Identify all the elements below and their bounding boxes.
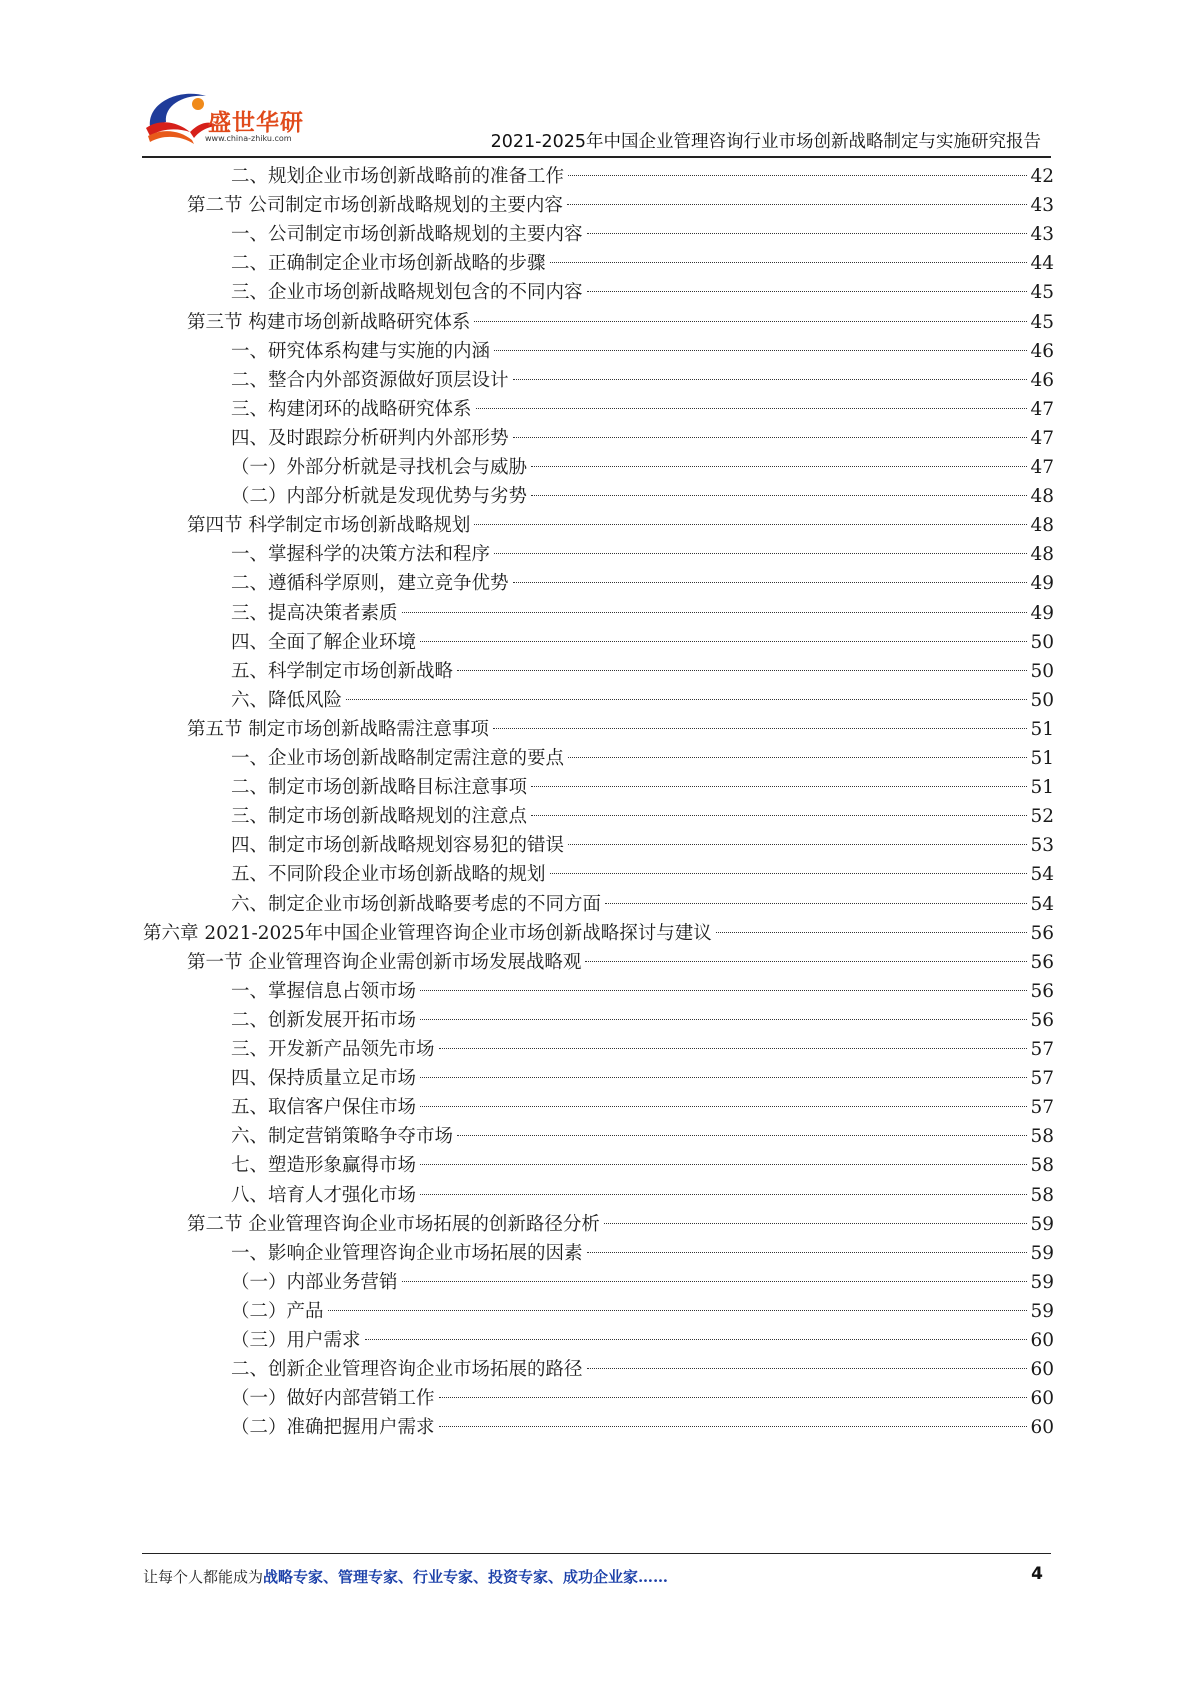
toc-entry[interactable]: [231, 1355, 1054, 1385]
toc-leader-dots: [531, 466, 1027, 467]
toc-leader-dots: [550, 873, 1028, 874]
toc-entry-title: （三）用户需求: [231, 1330, 361, 1351]
toc-entry-title: 第五节 制定市场创新战略需注意事项: [187, 718, 489, 740]
toc-entry-title: 一、掌握信息占领市场: [231, 980, 417, 1002]
toc-leader-dots: [420, 1106, 1027, 1107]
toc-entry-page: 48: [1030, 515, 1054, 537]
toc-entry[interactable]: [231, 1181, 1054, 1211]
toc-entry-title: （二）内部分析就是发现优势与劣势: [231, 486, 528, 508]
toc-entry[interactable]: [231, 1122, 1054, 1152]
toc-entry-title: 三、构建闭环的战略研究体系: [231, 398, 472, 420]
toc-entry[interactable]: [231, 1064, 1054, 1094]
toc-entry[interactable]: [231, 1268, 1054, 1298]
toc-leader-dots: [587, 1252, 1028, 1253]
toc-entry-title: 四、全面了解企业环境: [231, 631, 417, 653]
toc-entry-page: 49: [1030, 602, 1054, 624]
toc-leader-dots: [457, 1135, 1027, 1136]
toc-leader-dots: [531, 495, 1027, 496]
toc-entry-title: 二、制定市场创新战略目标注意事项: [231, 777, 528, 799]
toc-entry[interactable]: [231, 337, 1054, 367]
toc-entry-title: 第二节 公司制定市场创新战略规划的主要内容: [187, 195, 563, 217]
toc-entry[interactable]: [231, 657, 1054, 687]
toc-entry-title: 二、创新发展开拓市场: [231, 1009, 417, 1031]
toc-entry-title: 三、企业市场创新战略规划包含的不同内容: [231, 282, 583, 304]
toc-entry-page: 49: [1030, 573, 1054, 595]
toc-entry-page: 58: [1030, 1126, 1054, 1148]
footer-divider: [142, 1553, 1051, 1554]
toc-entry-title: （一）做好内部营销工作: [231, 1388, 435, 1410]
toc-entry-title: 一、公司制定市场创新战略规划的主要内容: [231, 224, 583, 246]
toc-entry-title: 一、影响企业管理咨询企业市场拓展的因素: [231, 1242, 583, 1264]
toc-entry-page: 56: [1030, 951, 1054, 973]
page-header: [0, 0, 1191, 160]
toc-entry-page: 44: [1030, 253, 1054, 275]
toc-entry-title: 六、制定营销策略争夺市场: [231, 1126, 454, 1148]
toc-leader-dots: [439, 1426, 1028, 1427]
toc-entry[interactable]: [231, 1151, 1054, 1181]
toc-leader-dots: [439, 1397, 1028, 1398]
toc-leader-dots: [476, 408, 1028, 409]
logo-url: www.china-zhiku.com: [205, 134, 292, 143]
toc-entry-title: 第三节 构建市场创新战略研究体系: [187, 311, 471, 333]
toc-entry-page: 57: [1030, 1039, 1054, 1060]
toc-entry-page: 54: [1030, 893, 1054, 915]
toc-leader-dots: [420, 1077, 1027, 1078]
toc-entry[interactable]: [231, 977, 1054, 1007]
toc-entry[interactable]: [231, 278, 1054, 308]
toc-entry[interactable]: [231, 395, 1054, 425]
toc-entry-page: 50: [1030, 660, 1054, 682]
toc-entry[interactable]: [231, 366, 1054, 396]
toc-entry[interactable]: [187, 715, 1054, 745]
toc-entry-page: 56: [1030, 1009, 1054, 1031]
toc-entry-page: 60: [1030, 1330, 1054, 1351]
toc-leader-dots: [550, 262, 1028, 263]
toc-entry-page: 45: [1030, 311, 1054, 333]
toc-leader-dots: [402, 612, 1028, 613]
toc-entry[interactable]: [231, 1413, 1054, 1443]
toc-leader-dots: [420, 1194, 1027, 1195]
toc-entry-title: 一、研究体系构建与实施的内涵: [231, 340, 491, 362]
toc-entry-title: 一、掌握科学的决策方法和程序: [231, 544, 491, 566]
slogan-highlight: 战略专家、管理专家、行业专家、投资专家、成功企业家……: [263, 1568, 669, 1586]
toc-entry-page: 46: [1030, 369, 1054, 391]
toc-entry-page: 59: [1030, 1271, 1054, 1293]
slogan-prefix: 让每个人都能成为: [143, 1568, 264, 1586]
toc-entry[interactable]: [231, 1297, 1054, 1327]
toc-entry-page: 56: [1030, 922, 1054, 944]
toc-entry[interactable]: [231, 249, 1054, 279]
header-divider: [142, 156, 1051, 158]
toc-leader-dots: [604, 1223, 1028, 1224]
toc-entry[interactable]: [143, 919, 1054, 949]
toc-leader-dots: [513, 582, 1028, 583]
toc-entry-title: 第二节 企业管理咨询企业市场拓展的创新路径分析: [187, 1213, 600, 1235]
toc-entry[interactable]: [231, 569, 1054, 599]
toc-entry-title: 八、培育人才强化市场: [231, 1184, 417, 1206]
toc-leader-dots: [513, 379, 1028, 380]
toc-entry-title: 二、正确制定企业市场创新战略的步骤: [231, 253, 546, 275]
toc-entry-page: 60: [1030, 1388, 1054, 1410]
toc-entry-page: 50: [1030, 631, 1054, 653]
toc-entry-page: 47: [1030, 398, 1054, 420]
toc-entry-page: 59: [1030, 1242, 1054, 1264]
toc-entry-page: 51: [1030, 748, 1054, 769]
toc-entry[interactable]: [231, 1384, 1054, 1414]
toc-leader-dots: [568, 844, 1027, 845]
toc-leader-dots: [587, 291, 1028, 292]
toc-leader-dots: [585, 961, 1027, 962]
toc-entry-title: 三、开发新产品领先市场: [231, 1039, 435, 1060]
toc-entry-title: 五、不同阶段企业市场创新战略的规划: [231, 864, 546, 886]
toc-leader-dots: [420, 1019, 1027, 1020]
toc-entry-title: 四、及时跟踪分析研判内外部形势: [231, 427, 509, 449]
toc-leader-dots: [494, 350, 1027, 351]
toc-entry-title: 二、遵循科学原则，建立竞争优势: [231, 573, 509, 595]
toc-entry-title: 二、整合内外部资源做好顶层设计: [231, 369, 509, 391]
toc-entry-title: 第四节 科学制定市场创新战略规划: [187, 515, 471, 537]
toc-entry[interactable]: [231, 1239, 1054, 1269]
toc-entry-page: 57: [1030, 1068, 1054, 1090]
report-title: 2021-2025年中国企业管理咨询行业市场创新战略制定与实施研究报告: [490, 132, 1041, 152]
toc-entry[interactable]: [187, 308, 1054, 338]
toc-entry-page: 52: [1030, 806, 1054, 828]
toc-entry-page: 42: [1030, 166, 1054, 187]
toc-entry[interactable]: [187, 511, 1054, 541]
toc-entry-page: 46: [1030, 340, 1054, 362]
toc-entry[interactable]: [231, 744, 1054, 774]
toc-entry-page: 58: [1030, 1155, 1054, 1177]
toc-leader-dots: [568, 175, 1027, 176]
toc-entry-title: 四、制定市场创新战略规划容易犯的错误: [231, 835, 565, 857]
toc-leader-dots: [605, 903, 1027, 904]
toc-entry-page: 56: [1030, 980, 1054, 1002]
toc-leader-dots: [531, 786, 1027, 787]
toc-entry-title: 二、创新企业管理咨询企业市场拓展的路径: [231, 1359, 583, 1381]
toc-entry-title: 七、塑造形象赢得市场: [231, 1155, 417, 1177]
toc-leader-dots: [494, 553, 1027, 554]
toc-entry-title: 四、保持质量立足市场: [231, 1068, 417, 1090]
toc-entry-page: 43: [1030, 195, 1054, 217]
toc-entry[interactable]: [231, 831, 1054, 861]
page-number: 4: [1031, 1564, 1043, 1584]
toc-entry[interactable]: [231, 686, 1054, 716]
toc-leader-dots: [587, 1368, 1028, 1369]
toc-entry-title: 五、取信客户保住市场: [231, 1097, 417, 1119]
toc-entry-page: 59: [1030, 1300, 1054, 1322]
toc-entry[interactable]: [231, 860, 1054, 890]
toc-entry[interactable]: [231, 1326, 1054, 1356]
toc-entry-page: 60: [1030, 1417, 1054, 1439]
toc-leader-dots: [587, 233, 1028, 234]
toc-leader-dots: [567, 204, 1028, 205]
toc-entry-title: （二）准确把握用户需求: [231, 1417, 435, 1439]
toc-entry[interactable]: [187, 1210, 1054, 1240]
toc-leader-dots: [439, 1048, 1028, 1049]
logo-text: 盛世华研: [208, 110, 304, 136]
toc-entry[interactable]: [231, 802, 1054, 832]
toc-leader-dots: [402, 1281, 1028, 1282]
toc-leader-dots: [457, 670, 1027, 671]
toc-entry-page: 47: [1030, 457, 1054, 478]
toc-entry[interactable]: [231, 220, 1054, 250]
toc-leader-dots: [420, 641, 1027, 642]
toc-leader-dots: [531, 815, 1027, 816]
toc-entry[interactable]: [231, 482, 1054, 512]
toc-entry[interactable]: [231, 162, 1054, 192]
toc-leader-dots: [420, 1164, 1027, 1165]
toc-entry-title: 一、企业市场创新战略制定需注意的要点: [231, 748, 565, 769]
toc-entry-title: 三、提高决策者素质: [231, 602, 398, 624]
toc-entry-page: 48: [1030, 486, 1054, 508]
toc-leader-dots: [568, 757, 1027, 758]
toc-leader-dots: [346, 699, 1027, 700]
toc-entry-title: 六、制定企业市场创新战略要考虑的不同方面: [231, 893, 602, 915]
toc-entry-title: （一）内部业务营销: [231, 1271, 398, 1293]
toc-entry-page: 57: [1030, 1097, 1054, 1119]
toc-leader-dots: [493, 728, 1028, 729]
toc-entry-page: 51: [1030, 777, 1054, 799]
toc-entry-title: 三、制定市场创新战略规划的注意点: [231, 806, 528, 828]
toc-entry[interactable]: [231, 599, 1054, 629]
toc-leader-dots: [474, 321, 1027, 322]
toc-entry-page: 58: [1030, 1184, 1054, 1206]
toc-entry[interactable]: [231, 1035, 1054, 1065]
toc-entry[interactable]: [231, 1006, 1054, 1036]
toc-entry-page: 43: [1030, 224, 1054, 246]
toc-entry[interactable]: [231, 540, 1054, 570]
toc-leader-dots: [328, 1310, 1028, 1311]
toc-entry-page: 59: [1030, 1213, 1054, 1235]
toc-entry-page: 51: [1030, 718, 1054, 740]
toc-leader-dots: [474, 524, 1027, 525]
toc-entry[interactable]: [187, 948, 1054, 978]
toc-entry-page: 54: [1030, 864, 1054, 886]
toc-leader-dots: [513, 437, 1028, 438]
toc-entry-title: （一）外部分析就是寻找机会与威胁: [231, 457, 528, 478]
toc-entry-page: 53: [1030, 835, 1054, 857]
toc-entry-title: 第一节 企业管理咨询企业需创新市场发展战略观: [187, 951, 582, 973]
toc-entry-page: 45: [1030, 282, 1054, 304]
toc-entry[interactable]: [231, 424, 1054, 454]
toc-entry-page: 50: [1030, 689, 1054, 711]
toc-entry[interactable]: [231, 890, 1054, 920]
toc-entry-title: 二、规划企业市场创新战略前的准备工作: [231, 166, 565, 187]
footer-slogan: [143, 1566, 668, 1587]
toc-leader-dots: [716, 932, 1028, 933]
toc-entry[interactable]: [231, 453, 1054, 483]
toc-entry-title: 第六章 2021-2025年中国企业管理咨询企业市场创新战略探讨与建议: [143, 922, 712, 944]
toc-entry-title: （二）产品: [231, 1300, 324, 1322]
toc-leader-dots: [420, 990, 1027, 991]
toc-entry-title: 六、降低风险: [231, 689, 343, 711]
toc-entry[interactable]: [187, 191, 1054, 221]
toc-entry[interactable]: [231, 1093, 1054, 1123]
toc-entry-page: 47: [1030, 427, 1054, 449]
toc-entry-page: 60: [1030, 1359, 1054, 1381]
toc-entry[interactable]: [231, 628, 1054, 658]
toc-entry-page: 48: [1030, 544, 1054, 566]
toc-leader-dots: [365, 1339, 1028, 1340]
toc-entry-title: 五、科学制定市场创新战略: [231, 660, 454, 682]
toc-entry[interactable]: [231, 773, 1054, 803]
